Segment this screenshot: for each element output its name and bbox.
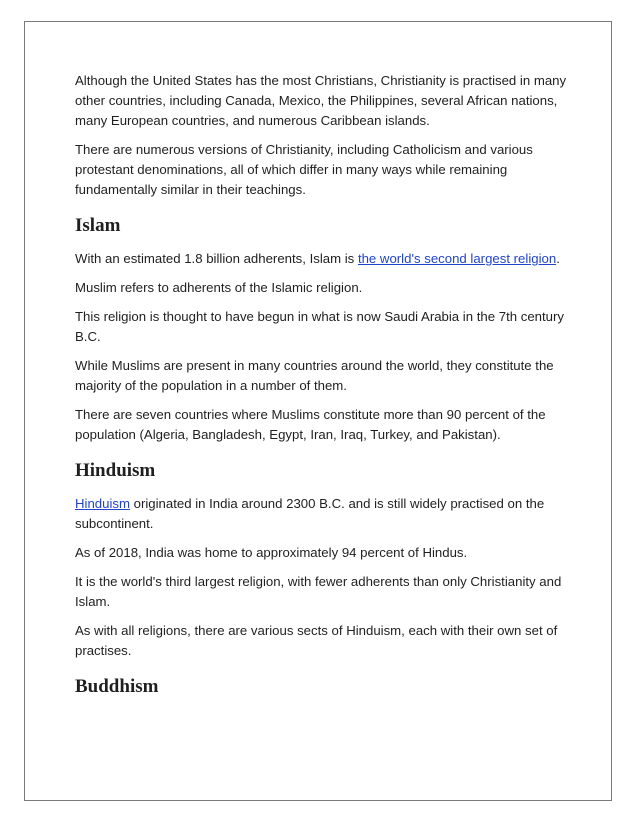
second-largest-religion-link[interactable]: the world's second largest religion (357, 251, 557, 266)
islam-paragraph-3: This religion is thought to have begun in what is now Saudi Arabia in the 7th century B.C. (75, 309, 564, 344)
islam-paragraph-1 (75, 249, 567, 269)
hinduism-heading: Hinduism (75, 460, 156, 481)
hinduism-paragraph-3: It is the world's third largest religion, with fewer adherents than only Christianity and Islam. (75, 574, 562, 609)
islam-paragraph-4: While Muslims are present in many countries around the world, they constitute the majority of the population in a number of them. (75, 358, 554, 393)
islam-p1-text: With an estimated 1.8 billion adherents, Islam is (75, 251, 358, 266)
hinduism-link[interactable]: Hinduism (75, 496, 130, 511)
hinduism-p1-text: originated in India around 2300 B.C. and is still widely practised on the subcontinent. (75, 496, 545, 531)
hinduism-paragraph-2: As of 2018, India was home to approximately 94 percent of Hindus. (75, 545, 468, 560)
christianity-paragraph-2: There are numerous versions of Christianity, including Catholicism and various protestant denominations, all of which differ in many ways while remaining fundamentally similar in their teachings. (75, 142, 533, 197)
christianity-paragraph-1: Although the United States has the most Christians, Christianity is practised in many other countries, including Canada, Mexico, the Philippines, several African nations, many European countries, and numerous Caribbean islands. (75, 73, 567, 128)
hinduism-paragraph-1 (75, 494, 567, 534)
buddhism-heading: Buddhism (75, 676, 159, 697)
islam-p1-end: . (556, 251, 560, 266)
islam-paragraph-2: Muslim refers to adherents of the Islamic religion. (75, 280, 363, 295)
hinduism-paragraph-4: As with all religions, there are various sects of Hinduism, each with their own set of practises. (75, 623, 558, 658)
document-body (75, 71, 567, 710)
islam-heading: Islam (75, 215, 121, 236)
islam-paragraph-5: There are seven countries where Muslims constitute more than 90 percent of the population (Algeria, Bangladesh, Egypt, Iran, Iraq, Turkey, and Pakistan). (75, 407, 546, 442)
